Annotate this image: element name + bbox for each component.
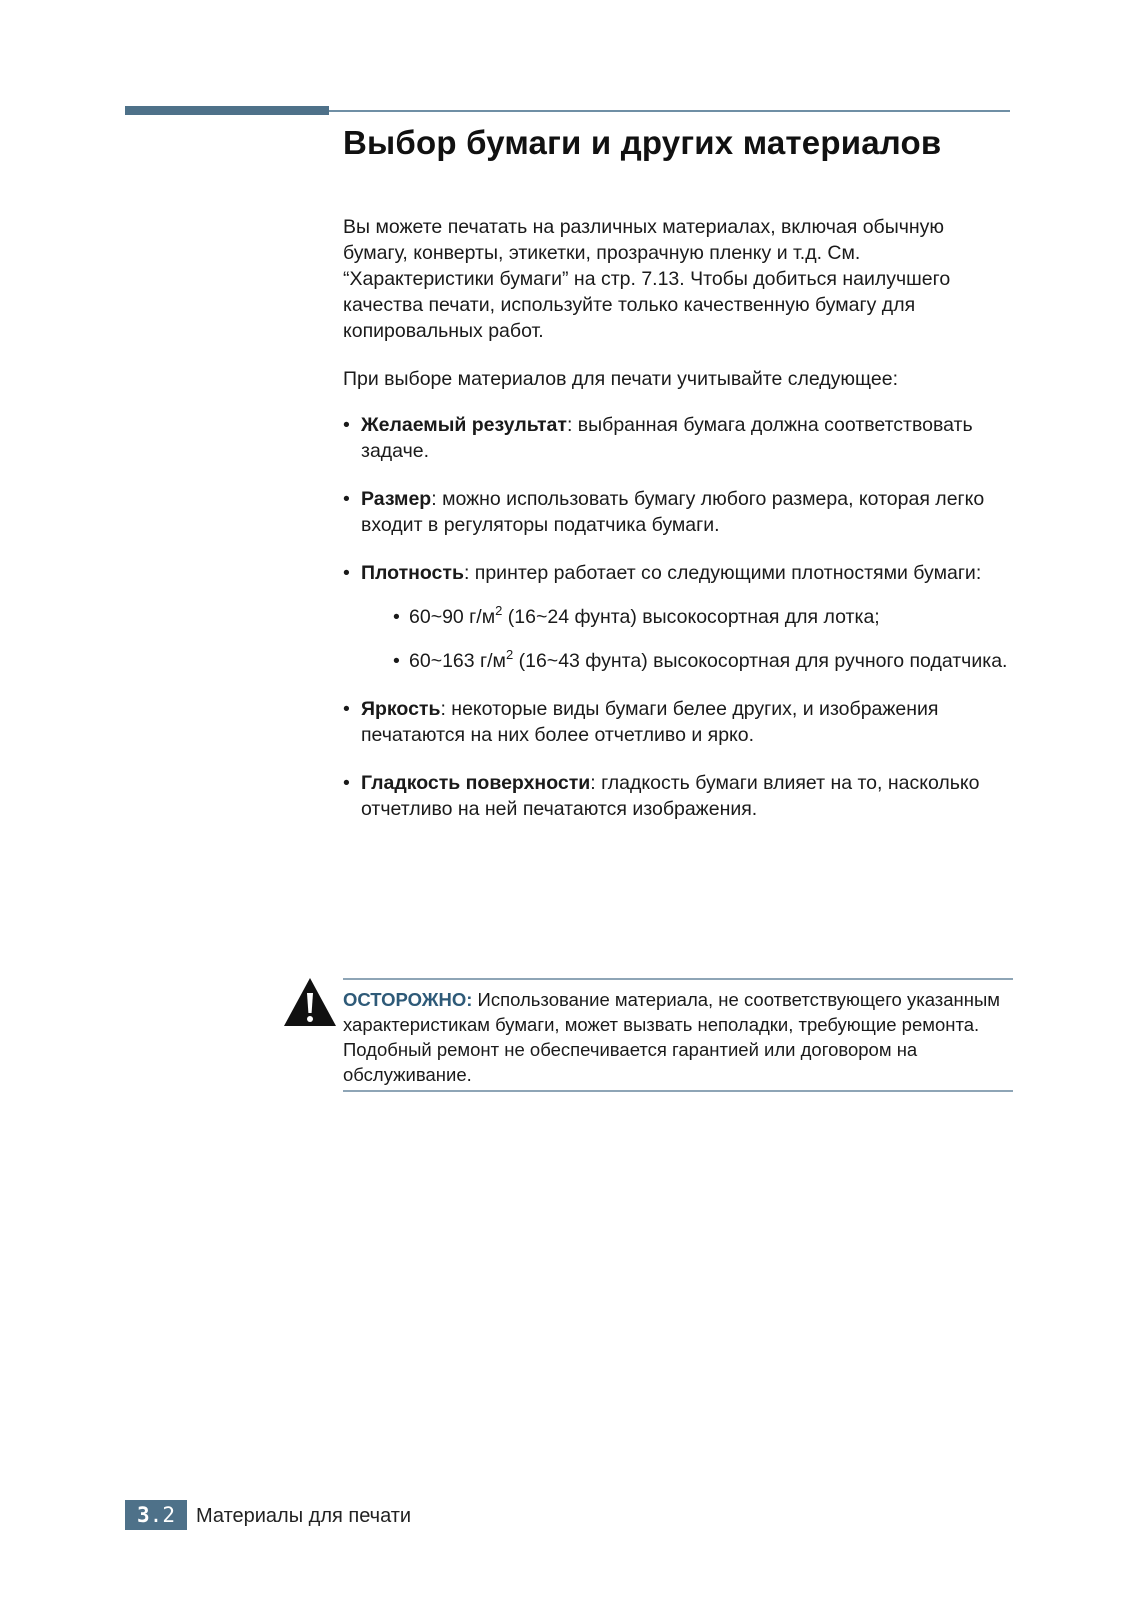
superscript: 2 — [495, 603, 503, 618]
density-desc: (16~24 фунта) высокосортная для лотка; — [502, 606, 880, 628]
caution-body: Использование материала, не соответствующего указанным характеристикам бумаги, может вызвать неполадки, требующие ремонта. Подобный ремонт не обеспечивается гарантией или договором на обслуживание. — [343, 989, 1001, 1085]
bullet-text: : принтер работает со следующими плотностями бумаги: — [463, 562, 982, 584]
header-rule — [329, 110, 1010, 112]
caution-rule-bottom — [343, 1090, 1013, 1092]
superscript: 2 — [505, 647, 514, 662]
list-item — [343, 770, 1013, 822]
header-rule-accent — [125, 106, 329, 115]
bullet-icon: • — [343, 414, 350, 436]
bullet-text: : выбранная бумага должна соответствовать задаче. — [361, 414, 973, 462]
bullet-icon: • — [343, 562, 350, 584]
density-desc: (16~43 фунта) высокосортная для ручного податчика. — [513, 650, 1008, 672]
density-value: 60~163 г/м — [409, 650, 506, 672]
bullet-term: Плотность — [361, 562, 464, 584]
list-item — [343, 486, 1013, 538]
page-number-badge — [125, 1500, 187, 1530]
caution-label: ОСТОРОЖНО: — [343, 989, 473, 1010]
bullet-text: : некоторые виды бумаги белее других, и изображения печатаются на них более отчетливо и ярко. — [361, 698, 939, 746]
sub-list-item — [343, 604, 1013, 630]
intro-paragraph: Вы можете печатать на различных материалах, включая обычную бумагу, конверты, этикетки, прозрачную пленку и т.д. См. “Характеристики бумаги” на стр. 7.13. Чтобы добиться наилучшего качества печати, используйте только качественную бумагу для копировальных работ. — [343, 216, 951, 342]
chapter-number: 3 — [137, 1503, 150, 1527]
bullet-text: : можно использовать бумагу любого размера, которая легко входит в регуляторы податчика бумаги. — [361, 488, 985, 536]
density-value: 60~90 г/м — [409, 606, 496, 628]
caution-rule-top — [343, 978, 1013, 980]
list-item — [343, 412, 1013, 464]
caution-note — [343, 987, 1013, 1087]
page-number: 2 — [162, 1503, 175, 1527]
bullet-term: Яркость — [361, 698, 441, 720]
sub-list-item — [343, 648, 1013, 674]
bullet-icon: • — [393, 650, 400, 672]
page-separator: . — [149, 1503, 163, 1527]
lead-paragraph: При выборе материалов для печати учитывайте следующее: — [343, 368, 898, 390]
bullet-icon: • — [343, 488, 350, 510]
list-item — [343, 560, 1013, 586]
page-title: Выбор бумаги и других материалов — [343, 124, 942, 161]
main-content — [343, 214, 1013, 844]
bullet-text: : гладкость бумаги влияет на то, насколько отчетливо на ней печатаются изображения. — [361, 772, 980, 820]
bullet-icon: • — [393, 606, 400, 628]
bullet-term: Желаемый результат — [361, 414, 567, 436]
bullet-term: Размер — [361, 488, 432, 510]
bullet-icon: • — [343, 772, 350, 794]
warning-triangle-icon — [283, 977, 337, 1027]
bullet-term: Гладкость поверхности — [361, 772, 591, 794]
list-item — [343, 696, 1013, 748]
bullet-icon: • — [343, 698, 350, 720]
footer-section-title: Материалы для печати — [196, 1505, 412, 1527]
